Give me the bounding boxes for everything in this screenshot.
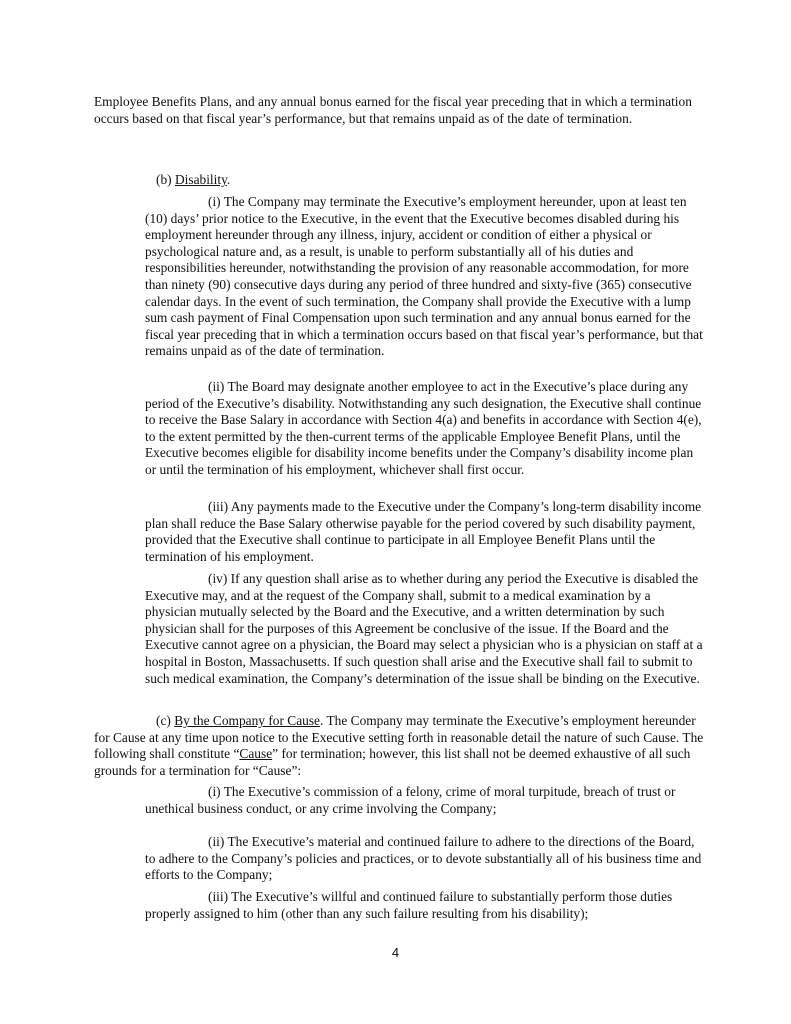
section-b-item-iv: (iv) If any question shall arise as to whether during any period the Executive is disabled the Executive may, and at the request of the Company shall, submit to a medical examination by a physician mutually selected by the Board and the Executive, and a written determination by such physician shall for the purposes of this Agreement be conclusive of the issue. If the Board and the Executive cannot agree on a physician, the Board may select a physician who is a physician on staff at a hospital in Boston, Massachusetts. If such question shall arise and the Executive shall fail to submit to such medical examination, the Company’s determination of the issue shall be binding on the Executive. <box>145 571 703 686</box>
section-c-item-ii: (ii) The Executive’s material and continued failure to adhere to the directions of the Board, to adhere to the Company’s policies and practices, or to devote substantially all of his business time and efforts to the Company; <box>145 834 702 883</box>
section-c-cause-term: Cause <box>239 746 273 762</box>
section-b-item-iii: (iii) Any payments made to the Executive under the Company’s long-term disability income plan shall reduce the Base Salary otherwise payable for the period covered by such disability payment, provided that the Executive shall continue to participate in all Employee Benefit Plans until the termination of his employment. <box>145 499 702 564</box>
section-c-item-iii: (iii) The Executive’s willful and continued failure to substantially perform those duties properly assigned to him (other than any such failure resulting from his disability); <box>145 889 673 921</box>
section-c-paragraph <box>94 713 704 779</box>
section-b-prefix: (b) <box>156 172 175 187</box>
section-b-suffix: . <box>226 172 231 187</box>
page-number: 4 <box>391 945 400 960</box>
section-c-item-i: (i) The Executive’s commission of a felony, crime of moral turpitude, breach of trust or unethical business conduct, or any crime involving the Company; <box>145 784 676 816</box>
section-b-item-i: (i) The Company may terminate the Executive’s employment hereunder, upon at least ten (10) days’ prior notice to the Executive, in the event that the Executive becomes disabled during his employment hereunder through any illness, injury, accident or condition of either a physical or psychological nature and, as a result, is unable to perform substantially all of his duties and responsibilities hereunder, notwithstanding the provision of any reasonable accommodation, for more than ninety (90) consecutive days during any period of three hundred and sixty-five (365) consecutive calendar days. In the event of such termination, the Company shall provide the Executive with a lump sum cash payment of Final Compensation upon such termination and any annual bonus earned for the fiscal year preceding that in which a termination occurs based on that fiscal year’s performance, but that remains unpaid as of the date of termination. <box>145 194 703 359</box>
section-c-title: By the Company for Cause <box>174 713 321 728</box>
section-c-text-a: . The Company may terminate the Executive’s employment hereunder for Cause at any time upon notice to the Executive setting forth in reasonable detail the nature of such Cause. The following shall constitute “ <box>94 713 704 762</box>
section-c-text-b: ” for termination; however, this list shall not be deemed exhaustive of all such grounds for a termination for “Cause”: <box>94 746 691 778</box>
section-b-title: Disability <box>174 172 227 187</box>
section-c-prefix: (c) <box>156 713 175 728</box>
intro-paragraph: Employee Benefits Plans, and any annual bonus earned for the fiscal year preceding that in which a termination occurs based on that fiscal year’s performance, but that remains unpaid as of the date of termination. <box>94 94 692 126</box>
section-b-heading <box>156 172 230 189</box>
section-b-item-ii: (ii) The Board may designate another employee to act in the Executive’s place during any period of the Executive’s disability. Notwithstanding any such designation, the Executive shall continue to receive the Base Salary in accordance with Section 4(a) and benefits in accordance with Section 4(e), to the extent permitted by the then-current terms of the applicable Employee Benefit Plans, until the Executive becomes eligible for disability income benefits under the Company’s disability income plan or until the termination of his employment, whichever shall first occur. <box>145 379 702 477</box>
